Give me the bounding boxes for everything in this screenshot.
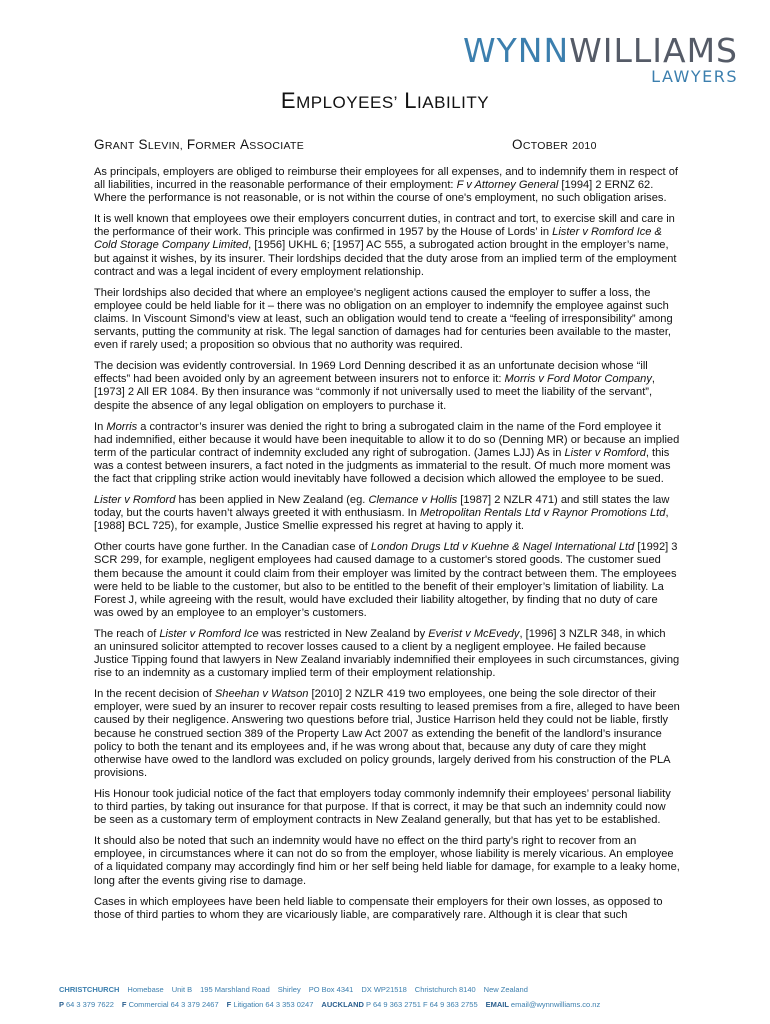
footer-contact-label: F xyxy=(121,1000,129,1009)
logo-subtitle: LAWYERS xyxy=(651,67,738,86)
paragraph xyxy=(94,688,680,780)
footer-address-item: Shirley xyxy=(277,985,301,994)
logo-wordmark: WYNNWILLIAMS xyxy=(462,31,738,70)
paragraph-text: The decision was evidently controversial. In 1969 Lord Denning described it as an unfortunate decision whose “ill effects” had been avoided only by an agreement between insurers not to enforce it: xyxy=(94,360,648,386)
footer-contact-label: EMAIL xyxy=(485,1000,511,1009)
paragraph xyxy=(94,166,680,205)
date-text: OCTOBER 2010 xyxy=(512,137,597,152)
paragraph-text: As principals, employers are obliged to reimburse their employees for all expenses, and to indemnify them in respect of all liabilities, incurred in the reasonable performance of their employment: xyxy=(94,166,678,192)
case-citation: Everist v McEvedy xyxy=(428,627,520,640)
paragraph-text: , this was a contest between insurers, a fact noted in the judgments as immaterial to the result. Of much more moment was the fact that crippling strike action would inevitably have followed a decision which allowed the employee to be sued. xyxy=(94,446,671,485)
footer-address-item: Unit B xyxy=(171,985,193,994)
paragraph-text: [1994] 2 ERNZ 62. Where the performance is not reasonable, or is not within the course of one's employment, no such obligation arises. xyxy=(94,179,667,205)
article-body xyxy=(94,166,680,930)
case-citation: Sheehan v Watson xyxy=(214,688,309,701)
paragraph-text: , [1973] 2 All ER 1084. By then insurance was “commonly if not universally used to meet the liability of the servant”, despite the absence of any legal obligation on employers to purchase it. xyxy=(94,373,655,412)
footer-contact-line xyxy=(59,997,739,1012)
paragraph-text: It should also be noted that such an indemnity would have no effect on the third party’s right to recover from an employee, in circumstances where it can not do so from the employer, whose liability is merely vicarious. An employee of a liquidated company may accordingly find him or her self being held liable for damage, for example to a leaky home, long after the events giving rise to damage. xyxy=(94,835,680,887)
date-line xyxy=(512,137,597,152)
footer-address-item: 195 Marshland Road xyxy=(200,985,270,994)
case-citation: Morris v Ford Motor Company xyxy=(504,373,652,386)
paragraph xyxy=(94,494,680,533)
paragraph-text: [2010] 2 NZLR 419 two employees, one being the sole director of their employer, were sued by an insurer to recover repair costs resulting to leased premises from a fire, alleged to have been caused by their negligence. Answering two questions before trial, Justice Harrison held they could not be liable, firstly because he construed section 389 of the Property Law Act 2007 as extending the benefit of the landlord’s insurance policy to both the tenant and its employees and, if he was wrong about that, because any duty of care they might otherwise have owed to the landlord was excluded on policy grounds, largely derived from his construction of the PLA provisions. xyxy=(94,688,680,779)
paragraph-text: [1992] 3 SCR 299, for example, negligent employees had caused damage to a customer's stored goods. The customer sued them because the amount it could claim from their employer was limited by the contract between them. The employees were held to be liable to the customer, but also to be entitled to the benefit of their employer’s limitation of liability. La Forest J, while agreeing with the result, would have excluded their liability altogether, by finding that no duty of care was owed by an employee to an employer’s customers. xyxy=(94,541,678,619)
document-title-text: EMPLOYEES’ LIABILITY xyxy=(280,88,490,113)
paragraph xyxy=(94,213,680,278)
footer-address-item: PO Box 4341 xyxy=(308,985,354,994)
footer-contact-label: F xyxy=(226,1000,234,1009)
paragraph xyxy=(94,541,680,620)
footer xyxy=(59,982,739,1012)
case-citation: Lister v Romford Ice xyxy=(159,627,259,640)
paragraph-text: It is well known that employees owe their employers concurrent duties, in contract and tort, to exercise skill and care in the performance of their work. This principle was confirmed in 1957 by the House of Lords’ in xyxy=(94,213,675,239)
paragraph-text: has been applied in New Zealand (eg. xyxy=(175,494,369,507)
company-logo xyxy=(462,31,738,86)
case-citation: London Drugs Ltd v Kuehne & Nagel International Ltd xyxy=(370,541,635,554)
paragraph-text: was restricted in New Zealand by xyxy=(258,627,429,640)
case-citation: Morris xyxy=(106,420,138,433)
document-title xyxy=(0,88,770,114)
case-citation: Clemance v Hollis xyxy=(368,494,458,507)
footer-contact-value: Commercial 64 3 379 2467 xyxy=(128,1000,219,1009)
footer-contact-value: Litigation 64 3 353 0247 xyxy=(233,1000,314,1009)
paragraph-text: , [1996] 3 NZLR 348, in which an uninsured solicitor attempted to recover losses caused to a client by a negligent employee. He failed because Justice Tipping found that lawyers in New Zealand invariably indemnified their employees in such circumstances, giving rise to an indemnity as a customary implied term of their employment relationship. xyxy=(94,627,680,680)
footer-address-item: DX WP21518 xyxy=(361,985,407,994)
paragraph xyxy=(94,421,680,486)
paragraph-text: a contractor’s insurer was denied the right to bring a subrogated claim in the name of the Ford employee it had indemnified, either because it would have been inequitable to allow it to do so (Denning MR) or because an implied term of the particular contract of indemnity excluded any right of subrogation. (James LJJ) As in xyxy=(94,420,680,459)
author-text: GRANT SLEVIN, FORMER ASSOCIATE xyxy=(94,137,305,152)
paragraph xyxy=(94,896,680,922)
footer-contact-label: P xyxy=(59,1000,66,1009)
case-citation: Lister v Romford xyxy=(564,446,646,459)
paragraph-text: The reach of xyxy=(94,627,160,640)
case-citation: F v Attorney General xyxy=(456,179,559,192)
paragraph-text: In the recent decision of xyxy=(94,688,215,701)
paragraph-text: , [1988] BCL 725), for example, Justice Smellie expressed his regret at having to apply it. xyxy=(94,507,669,533)
footer-address-item: Homebase xyxy=(127,985,164,994)
footer-city: CHRISTCHURCH xyxy=(59,985,120,994)
footer-contact-value: 64 3 379 7622 xyxy=(65,1000,114,1009)
footer-address-line xyxy=(59,982,739,997)
paragraph-text: Other courts have gone further. In the Canadian case of xyxy=(94,541,371,554)
paragraph-text: Their lordships also decided that where an employee’s negligent actions caused the employer to suffer a loss, the employee could be held liable for it – there was no obligation on an employer to indemnify the employee against such claims. In Viscount Simond’s view at least, such an obligation would tend to create a “feeling of irresponsibility” among servants, putting the community at risk. The legal sanction of damages had for centuries been available to the master, even if rarely used; a proposition so obvious that no authority was required. xyxy=(94,286,673,352)
paragraph-text: In xyxy=(94,420,107,433)
footer-contact-label: AUCKLAND xyxy=(321,1000,366,1009)
paragraph xyxy=(94,360,680,412)
paragraph xyxy=(94,628,680,680)
paragraph xyxy=(94,287,680,352)
paragraph-text: Cases in which employees have been held liable to compensate their employers for their own losses, as opposed to those of third parties to whom they are vicariously liable, are comparatively rare. Although it is clear that such xyxy=(94,895,663,921)
paragraph xyxy=(94,835,680,887)
paragraph-text: His Honour took judicial notice of the fact that employers today commonly indemnify their employees’ personal liability to third parties, by taking out insurance for that purpose. If that is correct, it may be that such an indemnity could now be seen as a customary term of employment contracts in New Zealand generally, but that has yet to be established. xyxy=(94,787,671,827)
author-line xyxy=(94,137,304,152)
footer-contact-value[interactable]: email@wynnwilliams.co.nz xyxy=(510,1000,601,1009)
case-citation: Metropolitan Rentals Ltd v Raynor Promotions Ltd xyxy=(420,507,666,520)
case-citation: Lister v Romford xyxy=(94,494,176,507)
paragraph-text: [1987] 2 NZLR 471) and still states the law today, but the courts haven’t always greeted it with enthusiasm. In xyxy=(94,494,670,520)
footer-address-item: Christchurch 8140 xyxy=(414,985,476,994)
case-citation: Lister v Romford Ice & Cold Storage Company Limited xyxy=(94,226,662,252)
footer-address-item: New Zealand xyxy=(483,985,528,994)
footer-contact-value: P 64 9 363 2751 F 64 9 363 2755 xyxy=(366,1000,478,1009)
paragraph-text: , [1956] UKHL 6; [1957] AC 555, a subrogated action brought in the employer’s name, but against it wishes, by its insurer. Their lordships decided that the duty arose from an implied term of the employment contract and was a legal incident of every employment relationship. xyxy=(94,239,677,278)
paragraph xyxy=(94,788,680,827)
